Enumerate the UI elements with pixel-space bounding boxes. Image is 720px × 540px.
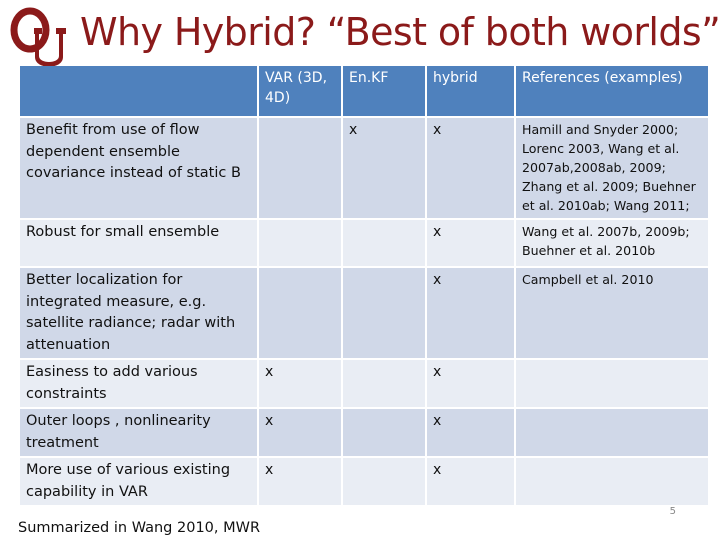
footer-citation: Summarized in Wang 2010, MWR [18,520,261,536]
table-row [20,360,708,407]
var-mark [259,220,341,266]
var-mark: x [259,409,341,456]
enkf-mark [343,360,425,407]
var-mark [259,268,341,358]
references-cell [516,458,708,505]
var-mark: x [259,458,341,505]
references-cell [516,360,708,407]
table-row [20,458,708,505]
row-label: Outer loops , nonlinearity treatment [20,409,257,456]
references-cell: Hamill and Snyder 2000; Lorenc 2003, Wang et al. 2007ab,2008ab, 2009; Zhang et al. 2009; Buehner et al. 2010ab; Wang 2011; [516,118,708,218]
hybrid-mark: x [427,268,514,358]
comparison-table [18,64,710,507]
header-enkf: En.KF [343,66,425,116]
university-logo [10,6,68,72]
table-row [20,409,708,456]
references-cell: Campbell et al. 2010 [516,268,708,358]
enkf-mark [343,220,425,266]
table-row [20,220,708,266]
var-mark: x [259,360,341,407]
hybrid-mark: x [427,220,514,266]
enkf-mark [343,409,425,456]
header-references: References (examples) [516,66,708,116]
enkf-mark [343,458,425,505]
row-label: Easiness to add various constraints [20,360,257,407]
row-label: Better localization for integrated measure, e.g. satellite radiance; radar with attenuation [20,268,257,358]
hybrid-mark: x [427,458,514,505]
table-row [20,268,708,358]
row-label: Robust for small ensemble [20,220,257,266]
hybrid-mark: x [427,118,514,218]
enkf-mark [343,268,425,358]
page-title: Why Hybrid? “Best of both worlds” [80,10,720,54]
references-cell: Wang et al. 2007b, 2009b; Buehner et al. 2010b [516,220,708,266]
header-var: VAR (3D, 4D) [259,66,341,116]
var-mark [259,118,341,218]
table-row [20,118,708,218]
table-header-row [20,66,708,116]
row-label: Benefit from use of flow dependent ensemble covariance instead of static B [20,118,257,218]
row-label: More use of various existing capability in VAR [20,458,257,505]
hybrid-mark: x [427,409,514,456]
header-hybrid: hybrid [427,66,514,116]
header-blank [20,66,257,116]
page-number: 5 [669,506,676,517]
hybrid-mark: x [427,360,514,407]
enkf-mark: x [343,118,425,218]
references-cell [516,409,708,456]
